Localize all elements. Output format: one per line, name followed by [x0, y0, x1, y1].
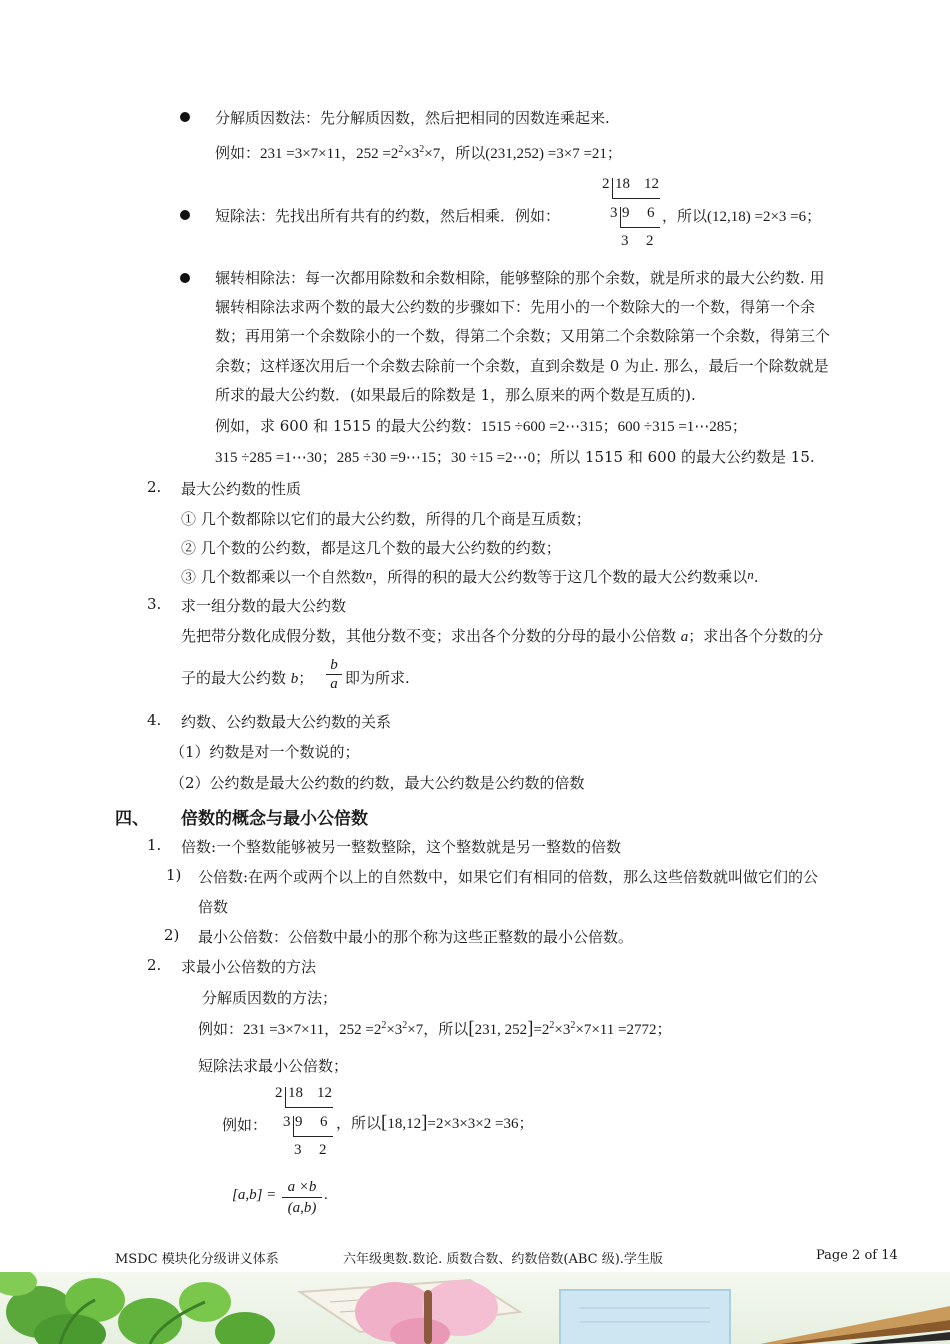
quotient-1: 3 — [621, 233, 629, 249]
short-division-lcm-title: 短除法求最小公倍数； — [198, 1057, 349, 1075]
division-line — [293, 1116, 294, 1136]
lcm-formula-end: . — [324, 1187, 328, 1203]
superscript: 2 — [381, 1020, 387, 1031]
euclid-line: 辗转相除法：每一次都用除数和余数相除，能够整除的那个余数，就是所求的最大公约数. 用 — [215, 269, 825, 287]
divisor-1: 2 — [602, 176, 610, 192]
lcm-short-example-prefix: 例如： — [222, 1116, 268, 1134]
euclid-example-2 — [215, 446, 815, 467]
equation: 1515 ÷600 =2⋯315 — [480, 419, 603, 435]
end-punct: ； — [656, 1020, 672, 1038]
division-line — [620, 227, 660, 228]
lcm-formula-left: [a,b] = — [232, 1187, 277, 1203]
division-line — [612, 178, 613, 198]
quotient-2: 2 — [646, 233, 654, 249]
relation-2: （2）公约数是最大公约数的约数，最大公约数是公约数的倍数 — [170, 774, 585, 792]
section-number: 2. — [147, 478, 162, 496]
property-3 — [181, 566, 759, 587]
section-title: 约数、公约数最大公约数的关系 — [181, 713, 392, 731]
section-number: 3. — [147, 595, 162, 613]
text: 先把带分数化成假分数，其他分数不变；求出各个分数的分母的最小公倍数 — [181, 627, 681, 645]
fraction-numerator: b — [330, 657, 338, 673]
text: ； — [298, 669, 314, 687]
lcm-short-result — [336, 1112, 534, 1134]
bullet-dot — [180, 273, 190, 283]
lcm-result: ×7×11 =2772 — [575, 1022, 657, 1038]
example-conclusion: ；所以 1515 和 600 的最大公约数是 15. — [535, 448, 815, 466]
section3-line2-end: 即为所求. — [345, 669, 410, 687]
equation: ×3 — [554, 1022, 571, 1038]
bullet-dot — [180, 210, 190, 220]
euclid-line: 辗转相除法求两个数的最大公约数的步骤如下：先用小的一个数除大的一个数，得第一个余 — [215, 298, 816, 316]
footer-center: 六年级奥数.数论. 质数合数、约数倍数(ABC 级).学生版 — [343, 1252, 663, 1267]
equation: =2 — [533, 1022, 550, 1038]
section-title: 最大公约数的性质 — [181, 480, 302, 498]
euclid-line: 余数；这样逐次用后一个余数去除前一个余数，直到余数是 0 为止. 那么，最后一个除数就是 — [215, 357, 829, 375]
relation-1: （1）约数是对一个数说的； — [170, 743, 360, 761]
equation: 285 ÷30 =9⋯15 — [336, 450, 436, 466]
dividend-1a: 18 — [288, 1085, 303, 1101]
item-number: 1. — [147, 836, 162, 854]
variable-n: n — [747, 567, 754, 582]
dividend-2a: 9 — [295, 1114, 303, 1130]
divisor-2: 3 — [610, 205, 618, 221]
footer-left: MSDC 模块化分级讲义体系 — [115, 1252, 279, 1267]
equation: ×3 — [403, 146, 420, 162]
factor-method-text: 分解质因数法：先分解质因数，然后把相同的因数连乘起来. — [215, 109, 610, 127]
notebook-icon — [560, 1290, 730, 1344]
division-line — [612, 198, 660, 199]
chapter-title: 倍数的概念与最小公倍数 — [181, 809, 368, 829]
variable-a: a — [680, 629, 689, 645]
euclid-line: 所求的最大公约数．(如果最后的除数是 1，那么原来的两个数是互质的). — [215, 386, 696, 404]
gcd-result: (231,252) =3×7 =21 — [485, 146, 607, 162]
equation: ×7 — [424, 146, 441, 162]
bracket-right: ] — [527, 1018, 534, 1039]
fraction-denominator: (a,b) — [282, 1197, 322, 1218]
superscript: 2 — [398, 144, 404, 155]
short-division-result — [662, 205, 821, 226]
superscript: 2 — [402, 1020, 408, 1031]
dividend-1b: 12 — [644, 176, 659, 192]
common-multiple-definition: 公倍数:在两个或两个以上的自然数中，如果它们有相同的倍数，那么这些倍数就叫做它们的公 — [198, 868, 819, 886]
equation: 231 =3×7×11 — [260, 146, 342, 162]
short-division-text: 短除法：先找出所有共有的约数，然后相乘．例如： — [215, 207, 561, 225]
end-punct: ； — [606, 144, 622, 162]
euclid-line: 数；再用第一个余数除小的一个数，得第二个余数；又用第二个余数除第一个余数，得第三个 — [215, 327, 831, 345]
lcm-definition: 最小公倍数：公倍数中最小的那个称为这些正整数的最小公倍数。 — [198, 928, 634, 946]
factor-method-title: 分解质因数的方法； — [202, 989, 338, 1007]
decorative-banner — [0, 1272, 950, 1344]
quotient-2: 2 — [319, 1142, 327, 1158]
so-text: ，所以 — [662, 207, 708, 225]
property-1: ① 几个数都除以它们的最大公约数，所得的几个商是互质数； — [181, 510, 591, 528]
superscript: 2 — [419, 144, 425, 155]
separator: ， — [324, 1020, 340, 1038]
item-number: 2. — [147, 956, 162, 974]
short-division-diagram — [600, 174, 670, 254]
multiple-definition: 倍数:一个整数能够被另一整数整除，这个整数就是另一整数的倍数 — [181, 838, 622, 856]
end-punct: . — [753, 568, 759, 586]
separator: ， — [341, 144, 357, 162]
lcm-methods-title: 求最小公倍数的方法 — [181, 958, 317, 976]
dividend-2b: 6 — [647, 205, 655, 221]
lcm-args: 18,12 — [387, 1116, 422, 1132]
dividend-2a: 9 — [622, 205, 630, 221]
gcd-result: (12,18) =2×3 =6 — [707, 209, 807, 225]
lcm-short-division-diagram — [273, 1083, 343, 1163]
example-prefix: 例如： — [215, 144, 261, 162]
decorative-illustration — [0, 1272, 950, 1344]
division-line — [285, 1087, 286, 1107]
text: ；求出各个分数的分 — [688, 627, 824, 645]
property-text: ③ 几个数都乘以一个自然数 — [181, 568, 366, 586]
sub-item-number: 1) — [166, 866, 182, 884]
section3-line2 — [181, 667, 313, 688]
so-text: ，所以 — [440, 144, 486, 162]
equation: 252 =2 — [356, 146, 399, 162]
sub-item-number: 2) — [164, 926, 180, 944]
end-punct: ； — [806, 207, 822, 225]
section-title: 求一组分数的最大公约数 — [181, 597, 347, 615]
property-2: ② 几个数的公约数，都是这几个数的最大公约数的约数； — [181, 539, 561, 557]
equation: 30 ÷15 =2⋯0 — [450, 450, 536, 466]
fraction-numerator: a ×b — [287, 1179, 317, 1195]
bullet-dot — [180, 112, 190, 122]
lcm-result: =2×3×3×2 =36 — [427, 1116, 519, 1132]
lcm-args: 231, 252 — [474, 1022, 528, 1038]
section3-line1 — [181, 625, 823, 646]
division-line — [620, 207, 621, 227]
division-line — [285, 1107, 333, 1108]
so-text: ，所以 — [336, 1114, 382, 1132]
superscript: 2 — [549, 1020, 555, 1031]
divisor-2: 3 — [283, 1114, 291, 1130]
separator: ； — [321, 448, 337, 466]
section-number: 4. — [147, 711, 162, 729]
euclid-example-1 — [215, 415, 747, 436]
factor-method-example — [215, 142, 622, 163]
division-line — [293, 1136, 333, 1137]
dividend-2b: 6 — [320, 1114, 328, 1130]
property-text: ，所得的积的最大公约数等于这几个数的最大公约数乘以 — [372, 568, 748, 586]
so-text: ，所以 — [423, 1020, 469, 1038]
quotient-1: 3 — [294, 1142, 302, 1158]
equation: 252 =2 — [339, 1022, 382, 1038]
footer-right: Page 2 of 14 — [816, 1248, 898, 1263]
superscript: 2 — [570, 1020, 576, 1031]
bracket-left: [ — [381, 1112, 388, 1133]
separator: ； — [602, 417, 618, 435]
variable-b: b — [290, 671, 299, 687]
equation: ×3 — [386, 1022, 403, 1038]
text: 子的最大公约数 — [181, 669, 291, 687]
dividend-1b: 12 — [317, 1085, 332, 1101]
example-text: 例如，求 600 和 1515 的最大公约数： — [215, 417, 481, 435]
bracket-right: ] — [421, 1112, 428, 1133]
equation: ×7 — [407, 1022, 424, 1038]
lcm-factor-example — [198, 1018, 671, 1040]
fraction-denominator: a — [326, 674, 342, 693]
lcm-formula-fraction — [282, 1177, 322, 1218]
variable-n: n — [365, 567, 373, 582]
separator: ； — [435, 448, 451, 466]
chapter-number: 四、 — [115, 809, 149, 829]
common-multiple-definition-cont: 倍数 — [198, 898, 229, 916]
bracket-left: [ — [468, 1018, 475, 1039]
divisor-1: 2 — [275, 1085, 283, 1101]
separator: ； — [731, 417, 747, 435]
fraction-b-over-a — [326, 656, 342, 693]
end-punct: ； — [518, 1114, 534, 1132]
example-prefix: 例如： — [198, 1020, 244, 1038]
equation: 600 ÷315 =1⋯285 — [617, 419, 732, 435]
dividend-1a: 18 — [615, 176, 630, 192]
equation: 231 =3×7×11 — [243, 1022, 325, 1038]
equation: 315 ÷285 =1⋯30 — [215, 450, 322, 466]
